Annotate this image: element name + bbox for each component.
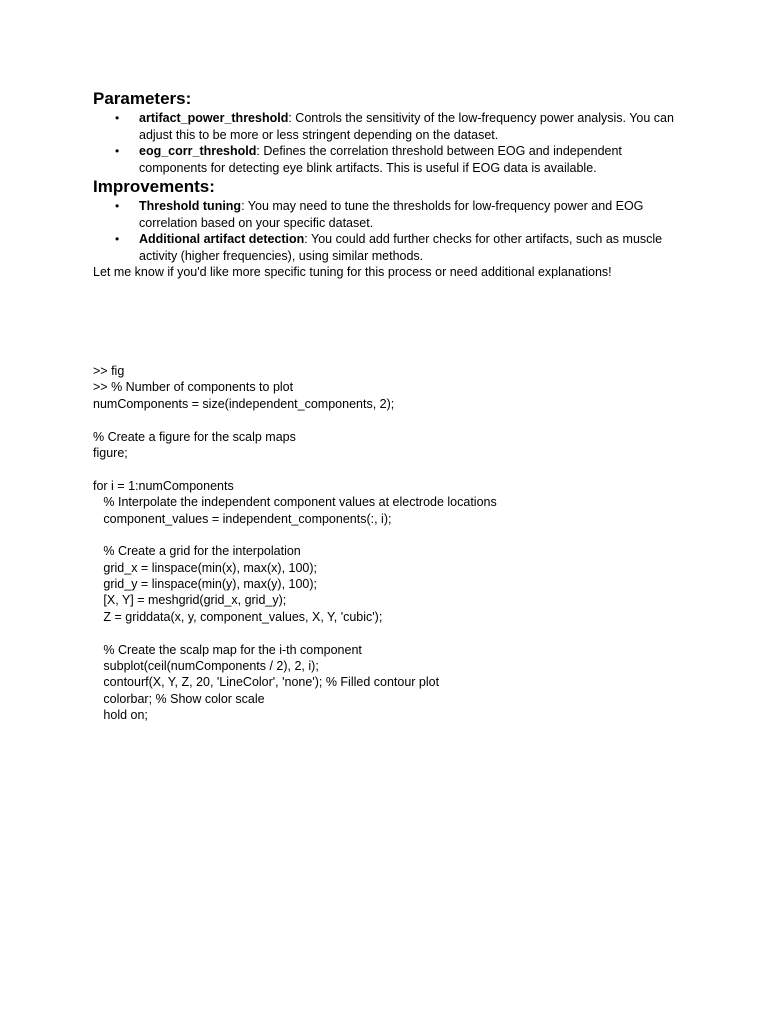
code-line xyxy=(93,527,713,543)
code-line: hold on; xyxy=(93,708,148,723)
parameters-heading: Parameters: xyxy=(93,89,192,108)
bullet-icon: • xyxy=(115,199,120,213)
code-line: colorbar; % Show color scale xyxy=(93,691,265,706)
list-item-text: : You may need to tune the thresholds for low-frequency power and EOG correlation based on your specific dataset. xyxy=(139,199,644,230)
code-line: % Interpolate the independent component values at electrode locations xyxy=(93,495,497,510)
code-line: % Create the scalp map for the i-th component xyxy=(93,642,362,657)
bullet-icon: • xyxy=(115,111,120,125)
code-line: grid_y = linspace(min(y), max(y), 100); xyxy=(93,577,318,592)
code-line: >> fig xyxy=(93,364,125,378)
code-line: subplot(ceil(numComponents / 2), 2, i); xyxy=(93,659,319,674)
code-line: component_values = independent_components(:, i); xyxy=(93,511,392,526)
list-item xyxy=(93,143,693,176)
code-line: Z = griddata(x, y, component_values, X, Y, 'cubic'); xyxy=(93,609,383,624)
code-line: figure; xyxy=(93,445,128,460)
improvements-heading: Improvements: xyxy=(93,177,215,196)
list-item xyxy=(93,198,693,231)
list-item xyxy=(93,110,693,143)
list-item-text: : Controls the sensitivity of the low-frequency power analysis. You can adjust this to be more or less stringent depending on the dataset. xyxy=(139,111,674,142)
list-item-term: Additional artifact detection xyxy=(139,232,305,246)
code-line: contourf(X, Y, Z, 20, 'LineColor', 'none'); % Filled contour plot xyxy=(93,675,440,690)
list-item-term: artifact_power_threshold xyxy=(139,111,289,125)
code-line: numComponents = size(independent_components, 2); xyxy=(93,396,395,411)
code-block xyxy=(93,363,713,724)
code-line: grid_x = linspace(min(x), max(x), 100); xyxy=(93,560,318,575)
code-line: for i = 1:numComponents xyxy=(93,478,234,493)
parameters-list xyxy=(93,110,693,176)
list-item-text: : You could add further checks for other artifacts, such as muscle activity (higher frequencies), using similar methods. xyxy=(139,232,663,263)
code-line: >> % Number of components to plot xyxy=(93,380,294,395)
bullet-icon: • xyxy=(115,232,120,246)
improvements-list xyxy=(93,198,693,264)
list-item-term: Threshold tuning xyxy=(139,199,242,213)
list-item xyxy=(93,231,693,264)
code-line: % Create a grid for the interpolation xyxy=(93,544,301,559)
list-item-term: eog_corr_threshold xyxy=(139,144,257,158)
bullet-icon: • xyxy=(115,144,120,158)
closing-paragraph: Let me know if you'd like more specific tuning for this process or need additional explanations! xyxy=(93,265,612,279)
code-line xyxy=(93,412,713,428)
code-line xyxy=(93,625,713,641)
code-line: [X, Y] = meshgrid(grid_x, grid_y); xyxy=(93,593,287,608)
code-line xyxy=(93,461,713,477)
document-body xyxy=(93,88,693,281)
list-item-text: : Defines the correlation threshold between EOG and independent components for detecting eye blink artifacts. This is useful if EOG data is available. xyxy=(139,144,622,175)
code-line: % Create a figure for the scalp maps xyxy=(93,429,296,444)
